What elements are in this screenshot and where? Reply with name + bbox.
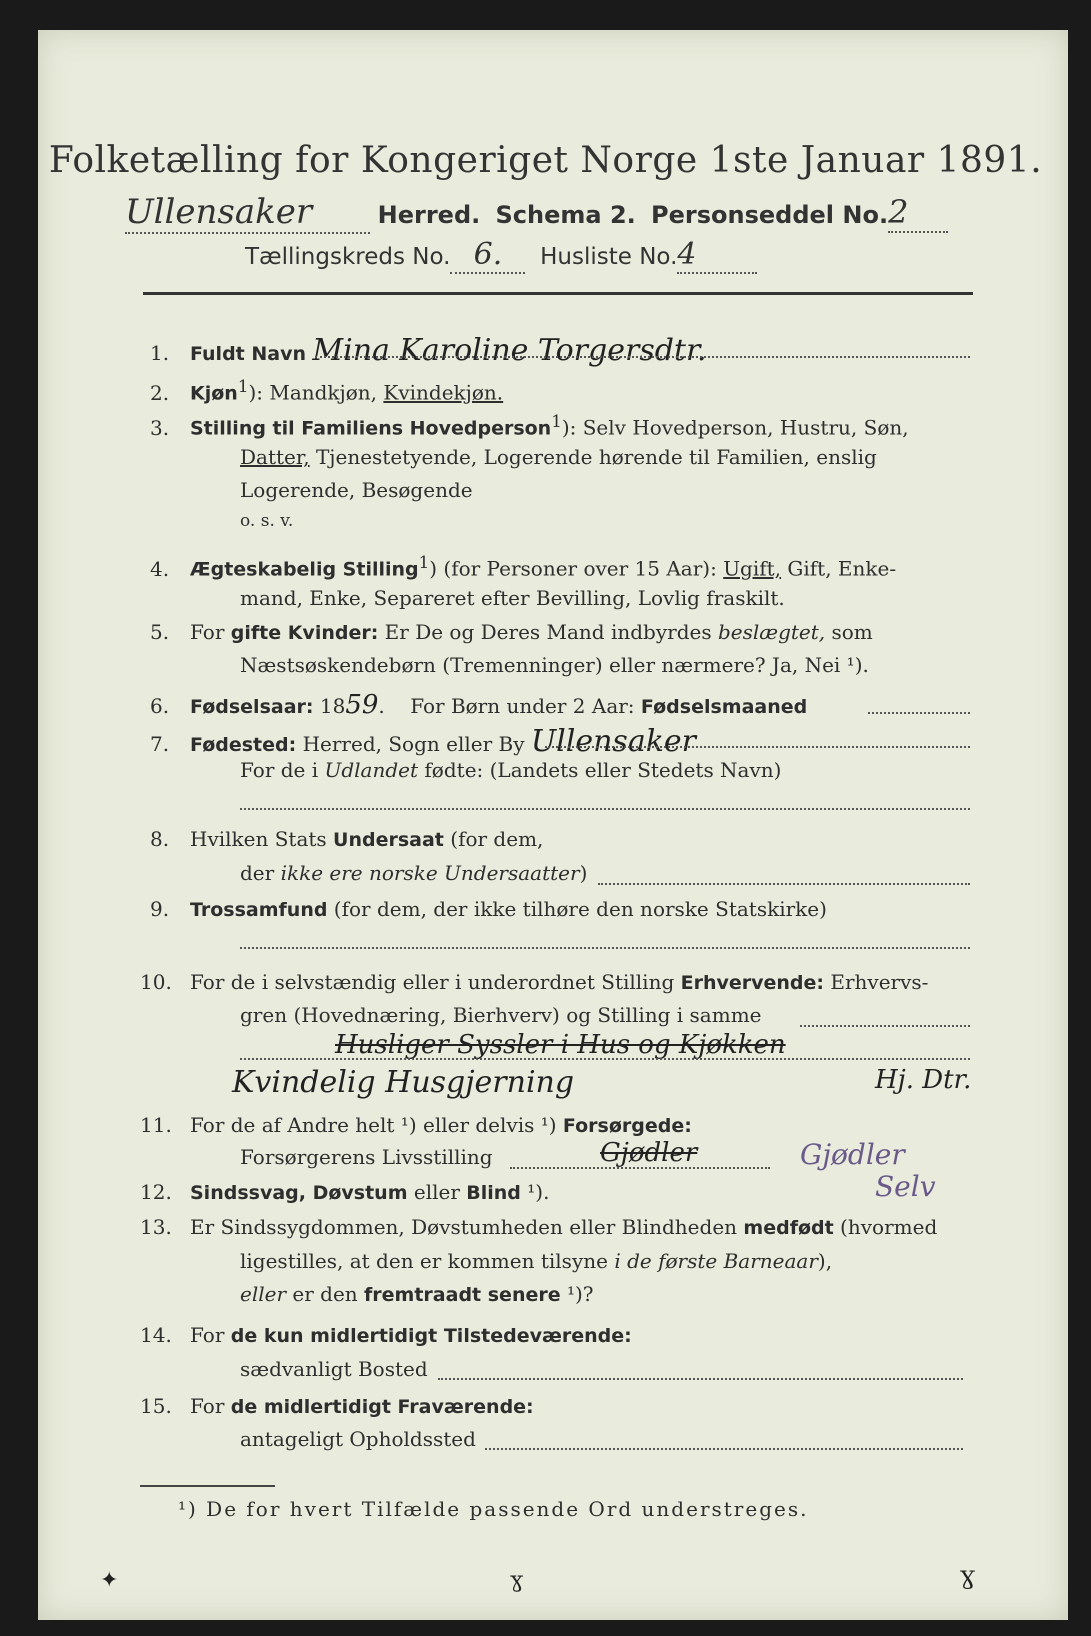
row-12 (140, 1180, 549, 1204)
field-text: som (825, 620, 873, 644)
row-number: 12. (140, 1180, 172, 1204)
row-5 (150, 620, 873, 644)
field-text: (for dem, der ikke tilhøre den norske Statskirke) (327, 897, 827, 921)
field-text: (hvormed (833, 1215, 938, 1239)
row-number: 2. (150, 380, 170, 405)
row-number: 11. (140, 1113, 172, 1137)
schema-label: Schema 2. (495, 201, 636, 229)
residence-line (438, 1378, 963, 1380)
row-13 (140, 1215, 937, 1239)
field-label: Fuldt Navn (190, 343, 307, 365)
field-text: ) (for Personer over 15 Aar): (429, 556, 724, 581)
field-label: Kjøn (190, 382, 238, 405)
field-label: Fødselsaar: (190, 696, 314, 718)
row-11-line-2: Forsørgerens Livsstilling (240, 1145, 493, 1169)
struck-provider: Gjødler (600, 1138, 698, 1168)
kreds-label: Tællingskreds No. (245, 244, 451, 270)
row-1 (150, 333, 707, 368)
row-5-line-2: Næstsøskendebørn (Tremenninger) eller nærmere? Ja, Nei ¹). (240, 653, 869, 677)
field-text: ikke ere norske Undersaatter (280, 861, 580, 885)
row-6: 6. Fødselsaar: 1859. For Børn under 2 Aar: Fødselsmaaned (150, 690, 808, 720)
field-label: fremtraadt senere (364, 1284, 561, 1306)
row-number: 10. (140, 970, 172, 994)
row-9 (150, 897, 827, 921)
field-label: Sindssvag, Døvstum (190, 1182, 408, 1204)
form-title: Folketælling for Kongeriget Norge 1ste Januar 1891. (48, 140, 1043, 181)
name-line (315, 356, 970, 358)
registration-mark-icon: Ɣ (960, 1568, 976, 1593)
field-label: Blind (466, 1182, 521, 1204)
field-text: Herred, Sogn eller By (296, 732, 525, 756)
field-label: gifte Kvinder: (230, 622, 379, 644)
birthplace-line (545, 746, 970, 748)
row-11 (140, 1113, 692, 1137)
row-3-line-2 (240, 445, 877, 469)
field-text: 18 (313, 694, 346, 718)
field-text: eller (240, 1282, 287, 1306)
name-value: Mina Karoline Torgersdtr. (312, 333, 707, 368)
field-label: Stilling til Familiens Hovedperson (190, 417, 552, 440)
religion-line (240, 947, 970, 949)
field-label: medfødt (743, 1217, 834, 1239)
occupation-line-1 (800, 1025, 970, 1027)
field-text: Er De og Deres Mand indbyrdes (378, 620, 718, 644)
field-text: Er Sindssygdommen, Døvstumheden eller Blindheden (190, 1215, 744, 1239)
field-text: i de første Barneaar (614, 1249, 818, 1273)
field-text: ): Mandkjøn, (248, 380, 384, 405)
row-13-line-2 (240, 1249, 832, 1273)
field-text: ligestilles, at den er kommen tilsyne (240, 1249, 615, 1273)
field-text: fødte: (Landets eller Stedets Navn) (418, 758, 782, 782)
provider-note: Selv (875, 1170, 936, 1203)
field-text: beslægtet, (717, 620, 826, 644)
field-text: For (190, 1323, 231, 1347)
personseddel-value: 2 (888, 193, 948, 233)
row-number: 8. (150, 827, 170, 851)
field-label: Fødested: (190, 734, 297, 756)
footnote-rule (140, 1485, 275, 1487)
row-number: 4. (150, 556, 170, 581)
field-text: er den (286, 1282, 365, 1306)
field-text: Hvilken Stats (190, 827, 334, 851)
herred-value: Ullensaker (125, 192, 370, 234)
personseddel-label: Personseddel No. (651, 201, 889, 229)
registration-mark-icon: ✦ (100, 1568, 119, 1593)
row-3-line-4: o. s. v. (240, 511, 294, 531)
row-15-line-2: antageligt Opholdssted (240, 1427, 476, 1451)
row-13-line-3 (240, 1282, 594, 1306)
row-number: 5. (150, 620, 170, 644)
field-label: de midlertidigt Fraværende: (230, 1396, 534, 1418)
row-7 (150, 724, 696, 759)
field-text: der (240, 861, 281, 885)
row-3 (150, 412, 909, 440)
field-label: Trossamfund (190, 899, 328, 921)
field-text: Erhvervs- (824, 970, 929, 994)
occupation-note: Hj. Dtr. (875, 1065, 972, 1095)
kreds-value: 6. (450, 237, 525, 274)
field-text: For (190, 1394, 231, 1418)
husliste-value: 4 (677, 237, 757, 274)
field-label: Undersaat (333, 829, 444, 851)
field-text: For (190, 620, 231, 644)
struck-occupation: Husliger Syssler i Hus og Kjøkken (335, 1030, 786, 1060)
field-text: For de af Andre helt ¹) eller delvis ¹) (190, 1113, 563, 1137)
citizenship-line (598, 883, 970, 885)
field-label: Ægteskabelig Stilling (190, 558, 419, 581)
field-text: Tjenestetyende, Logerende hørende til Familien, enslig (309, 445, 877, 469)
herred-label: Herred. (377, 201, 481, 229)
field-text: ): Selv Hovedperson, Hustru, Søn, (561, 415, 909, 440)
header-rule (143, 292, 973, 295)
row-3-line-3: Logerende, Besøgende (240, 478, 473, 502)
row-4 (150, 553, 896, 581)
footnote-ref: 1 (237, 377, 249, 396)
field-text: ) (579, 861, 588, 885)
row-number: 7. (150, 732, 170, 756)
selected-option: Kvindekjøn. (383, 380, 504, 405)
field-text: Udlandet (324, 758, 419, 782)
husliste-label: Husliste No. (540, 244, 678, 270)
field-text: ¹). (520, 1180, 550, 1204)
footnote: ¹) De for hvert Tilfælde passende Ord understreges. (178, 1497, 809, 1521)
row-10 (140, 970, 928, 994)
row-8 (150, 827, 543, 851)
provider-value: Gjødler (800, 1138, 905, 1171)
row-number: 14. (140, 1323, 172, 1347)
row-number: 15. (140, 1394, 172, 1418)
field-text: eller (407, 1180, 467, 1204)
row-2 (150, 377, 503, 405)
occupation-value: Kvindelig Husgjerning (232, 1065, 575, 1100)
row-15 (140, 1394, 534, 1418)
field-text: (for dem, (443, 827, 544, 851)
row-number: 9. (150, 897, 170, 921)
foreign-birthplace-line (240, 808, 970, 810)
field-label: Forsørgede: (562, 1115, 692, 1137)
row-number: 1. (150, 341, 170, 365)
field-label: Erhvervende: (680, 972, 825, 994)
footnote-ref: 1 (551, 412, 562, 431)
selected-option: Ugift, (723, 556, 782, 581)
row-7-line-2 (240, 758, 781, 782)
field-label: Fødselsmaaned (640, 696, 808, 718)
field-text: For Børn under 2 Aar: (403, 694, 641, 718)
row-4-line-2: mand, Enke, Separeret efter Bevilling, Lovlig fraskilt. (240, 586, 785, 610)
birth-month-line (868, 712, 970, 714)
selected-option: Datter, (240, 445, 310, 469)
kreds-line (245, 237, 757, 274)
field-text: ¹)? (560, 1282, 594, 1306)
field-label: de kun midlertidigt Tilstedeværende: (230, 1325, 632, 1347)
row-number: 3. (150, 415, 170, 440)
occupation-line-2 (240, 1058, 970, 1060)
field-text: For de i (240, 758, 325, 782)
field-text: ), (817, 1249, 833, 1273)
birthplace-value: Ullensaker (530, 724, 696, 759)
stay-line (485, 1448, 963, 1450)
row-14 (140, 1323, 632, 1347)
registration-mark-icon: ɣ (510, 1568, 524, 1593)
field-text: Gift, Enke- (781, 556, 897, 581)
row-8-line-2 (240, 861, 587, 885)
field-text: For de i selvstændig eller i underordnet Stilling (190, 970, 681, 994)
row-number: 6. (150, 694, 170, 718)
row-10-line-2: gren (Hovednæring, Bierhverv) og Stilling i samme (240, 1003, 762, 1027)
birth-year-value: 59 (345, 690, 379, 720)
footnote-ref: 1 (418, 553, 430, 572)
header-line (125, 192, 948, 234)
row-number: 13. (140, 1215, 172, 1239)
row-14-line-2: sædvanligt Bosted (240, 1357, 428, 1381)
